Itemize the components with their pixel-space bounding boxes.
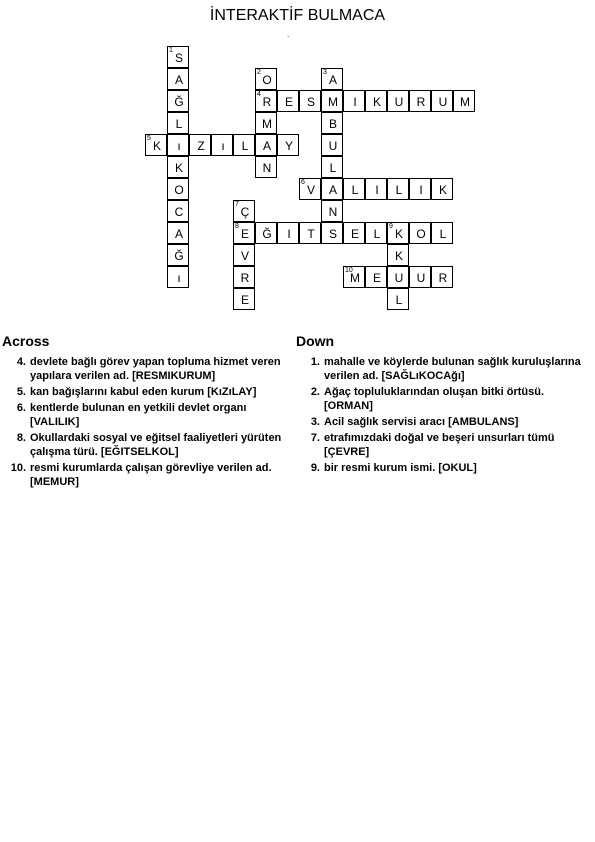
cell-letter: L — [351, 183, 359, 197]
grid-cell[interactable] — [365, 266, 387, 288]
cell-letter: K — [438, 183, 447, 197]
grid-cell[interactable] — [167, 178, 189, 200]
grid-cell[interactable] — [277, 90, 299, 112]
page-title: İNTERAKTİF BULMACA — [209, 7, 386, 24]
down-clue — [296, 385, 581, 413]
across-clue — [2, 461, 287, 489]
cell-letter: U — [394, 95, 404, 109]
grid-cell[interactable] — [387, 288, 409, 310]
grid-cell[interactable] — [233, 244, 255, 266]
grid-cell[interactable] — [145, 134, 167, 156]
grid-cell[interactable] — [233, 266, 255, 288]
down-clue — [296, 415, 581, 429]
title-mark: . — [287, 30, 290, 39]
cell-letter: K — [372, 95, 381, 109]
grid-cell[interactable] — [409, 90, 431, 112]
grid-cell[interactable] — [167, 244, 189, 266]
grid-cell[interactable] — [409, 222, 431, 244]
grid-cell[interactable] — [431, 90, 453, 112]
cell-letter: I — [375, 183, 379, 197]
cell-letter: L — [439, 227, 447, 241]
down-clues — [296, 333, 581, 477]
cell-number: 10 — [345, 267, 353, 274]
grid-cell[interactable] — [167, 200, 189, 222]
cell-letter: M — [350, 271, 360, 285]
clue-text: devlete bağlı görev yapan topluma hizmet veren yapılara verilen ad. [RESMIKURUM] — [30, 356, 281, 382]
grid-cell[interactable] — [409, 178, 431, 200]
cell-letter: Z — [197, 139, 205, 153]
cell-letter: Ç — [240, 205, 250, 219]
cell-number: 1 — [169, 47, 173, 54]
cell-letter: E — [372, 271, 381, 285]
down-clue — [296, 431, 581, 459]
cell-letter: L — [175, 117, 183, 131]
across-heading: Across — [2, 333, 50, 349]
across-list — [2, 355, 287, 489]
grid-cell[interactable] — [343, 266, 365, 288]
grid-cell[interactable] — [343, 222, 365, 244]
cell-letter: K — [152, 139, 161, 153]
cell-letter: Ğ — [174, 249, 184, 263]
cell-letter: K — [394, 249, 403, 263]
cell-letter: O — [416, 227, 426, 241]
clue-number: 4. — [16, 356, 26, 368]
grid-cell[interactable] — [365, 222, 387, 244]
cell-letter: I — [287, 227, 291, 241]
cell-letter: A — [328, 73, 337, 87]
grid-cell[interactable] — [321, 68, 343, 90]
cell-letter: M — [460, 95, 470, 109]
cell-letter: M — [262, 117, 272, 131]
cell-letter: E — [240, 227, 249, 241]
grid-cell[interactable] — [167, 134, 189, 156]
cell-letter: U — [328, 139, 338, 153]
clue-number: 8. — [16, 432, 26, 444]
clue-text: bir resmi kurum ismi. [OKUL] — [324, 462, 477, 474]
grid-cell[interactable] — [189, 134, 211, 156]
cell-letter: Ğ — [262, 227, 272, 241]
grid-cell[interactable] — [431, 178, 453, 200]
grid-cell[interactable] — [233, 134, 255, 156]
clue-number: 3. — [310, 416, 320, 428]
cell-letter: U — [394, 271, 404, 285]
grid-cell[interactable] — [453, 90, 475, 112]
cell-letter: O — [174, 183, 184, 197]
clue-text: kentlerde bulunan en yetkili devlet organı [VALILIK] — [30, 402, 247, 428]
grid-cell[interactable] — [321, 90, 343, 112]
cell-letter: B — [328, 117, 337, 131]
grid-cell[interactable] — [211, 134, 233, 156]
cell-letter: N — [328, 205, 338, 219]
across-clues — [2, 333, 287, 491]
cell-letter: Ğ — [174, 95, 184, 109]
cell-letter: I — [419, 183, 423, 197]
cell-number: 8 — [235, 223, 239, 230]
across-clue — [2, 385, 287, 399]
clue-number: 1. — [310, 356, 320, 368]
grid-cell[interactable] — [365, 90, 387, 112]
grid-cell[interactable] — [167, 90, 189, 112]
cell-letter: A — [262, 139, 271, 153]
clue-number: 2. — [310, 386, 320, 398]
cell-letter: C — [174, 205, 184, 219]
down-list — [296, 355, 581, 475]
clue-text: Acil sağlık servisi aracı [AMBULANS] — [324, 416, 519, 428]
cell-letter: U — [438, 95, 448, 109]
grid-cell[interactable] — [167, 46, 189, 68]
cell-letter: S — [174, 51, 183, 65]
cell-letter: L — [329, 161, 337, 175]
grid-cell[interactable] — [167, 112, 189, 134]
cell-letter: A — [328, 183, 337, 197]
clue-text: resmi kurumlarda çalışan görevliye verilen ad. [MEMUR] — [30, 462, 272, 488]
cell-letter: R — [416, 95, 426, 109]
cell-letter: V — [240, 249, 249, 263]
clue-text: kan bağışlarını kabul eden kurum [KıZıLAY] — [30, 386, 257, 398]
clue-text: etrafımızdaki doğal ve beşeri unsurları tümü [ÇEVRE] — [324, 432, 555, 458]
down-clue — [296, 461, 581, 475]
grid-cell[interactable] — [343, 90, 365, 112]
clue-number: 5. — [16, 386, 26, 398]
clue-number: 6. — [16, 402, 26, 414]
grid-cell[interactable] — [387, 178, 409, 200]
down-clue — [296, 355, 581, 383]
grid-cell[interactable] — [321, 222, 343, 244]
grid-cell[interactable] — [255, 134, 277, 156]
cell-letter: R — [240, 271, 250, 285]
cell-letter: M — [328, 95, 338, 109]
cell-letter: L — [241, 139, 249, 153]
across-clue — [2, 355, 287, 383]
grid-cell[interactable] — [387, 244, 409, 266]
across-clue — [2, 401, 287, 429]
cell-letter: ı — [177, 139, 181, 153]
cell-letter: Y — [284, 139, 293, 153]
grid-cell[interactable] — [343, 178, 365, 200]
clue-number: 7. — [310, 432, 320, 444]
cell-letter: E — [284, 95, 293, 109]
grid-cell[interactable] — [431, 266, 453, 288]
grid-cell[interactable] — [321, 134, 343, 156]
cell-letter: K — [394, 227, 403, 241]
cell-letter: T — [307, 227, 315, 241]
grid-cell[interactable] — [365, 178, 387, 200]
cell-letter: R — [438, 271, 448, 285]
cell-letter: L — [395, 183, 403, 197]
grid-cell[interactable] — [255, 222, 277, 244]
cell-letter: O — [262, 73, 272, 87]
cell-letter: R — [262, 95, 272, 109]
cell-number: 2 — [257, 69, 261, 76]
clue-text: Ağaç topluluklarından oluşan bitki örtüsü. [ORMAN] — [324, 386, 545, 412]
cell-number: 6 — [301, 179, 305, 186]
grid-cell[interactable] — [277, 134, 299, 156]
grid-cell[interactable] — [299, 178, 321, 200]
grid-cell[interactable] — [167, 156, 189, 178]
cell-letter: A — [174, 227, 183, 241]
grid-cell[interactable] — [299, 90, 321, 112]
grid-cell[interactable] — [321, 112, 343, 134]
cell-letter: V — [306, 183, 315, 197]
across-clue — [2, 431, 287, 459]
grid-cell[interactable] — [167, 222, 189, 244]
grid-cell[interactable] — [255, 156, 277, 178]
grid-cell[interactable] — [299, 222, 321, 244]
grid-cell[interactable] — [233, 200, 255, 222]
cell-number: 9 — [389, 223, 393, 230]
cell-number: 7 — [235, 201, 239, 208]
cell-letter: U — [416, 271, 426, 285]
cell-letter: L — [395, 293, 403, 307]
grid-cell[interactable] — [387, 266, 409, 288]
grid-cell[interactable] — [321, 178, 343, 200]
cell-number: 3 — [323, 69, 327, 76]
cell-letter: S — [328, 227, 337, 241]
down-heading: Down — [296, 333, 335, 349]
clue-number: 10. — [10, 462, 26, 474]
grid-cell[interactable] — [431, 222, 453, 244]
grid-cell[interactable] — [409, 266, 431, 288]
grid-cell[interactable] — [233, 288, 255, 310]
grid-cell[interactable] — [167, 68, 189, 90]
clue-text: Okullardaki sosyal ve eğitsel faaliyetleri yürüten çalışma türü. [EĞITSELKOL] — [30, 432, 282, 458]
cell-letter: E — [350, 227, 359, 241]
cell-letter: ı — [221, 139, 225, 153]
cell-letter: ı — [177, 271, 181, 285]
cell-number: 5 — [147, 135, 151, 142]
cell-letter: K — [174, 161, 183, 175]
grid-cell[interactable] — [277, 222, 299, 244]
grid-cell[interactable] — [255, 90, 277, 112]
cell-letter: I — [353, 95, 357, 109]
grid-cell[interactable] — [255, 68, 277, 90]
cell-letter: L — [373, 227, 381, 241]
grid-cell[interactable] — [387, 90, 409, 112]
clue-number: 9. — [310, 462, 320, 474]
clue-text: mahalle ve köylerde bulunan sağlık kuruluşlarına verilen ad. [SAĞLıKOCAğı] — [324, 356, 581, 382]
cell-number: 4 — [257, 91, 261, 98]
cell-letter: S — [306, 95, 315, 109]
grid-cell[interactable] — [255, 112, 277, 134]
cell-letter: A — [174, 73, 183, 87]
grid-cell[interactable] — [387, 222, 409, 244]
grid-cell[interactable] — [233, 222, 255, 244]
crossword-grid — [0, 0, 595, 330]
grid-cell[interactable] — [321, 156, 343, 178]
grid-cell[interactable] — [321, 200, 343, 222]
cell-letter: N — [262, 161, 272, 175]
cell-letter: E — [240, 293, 249, 307]
grid-cell[interactable] — [167, 266, 189, 288]
